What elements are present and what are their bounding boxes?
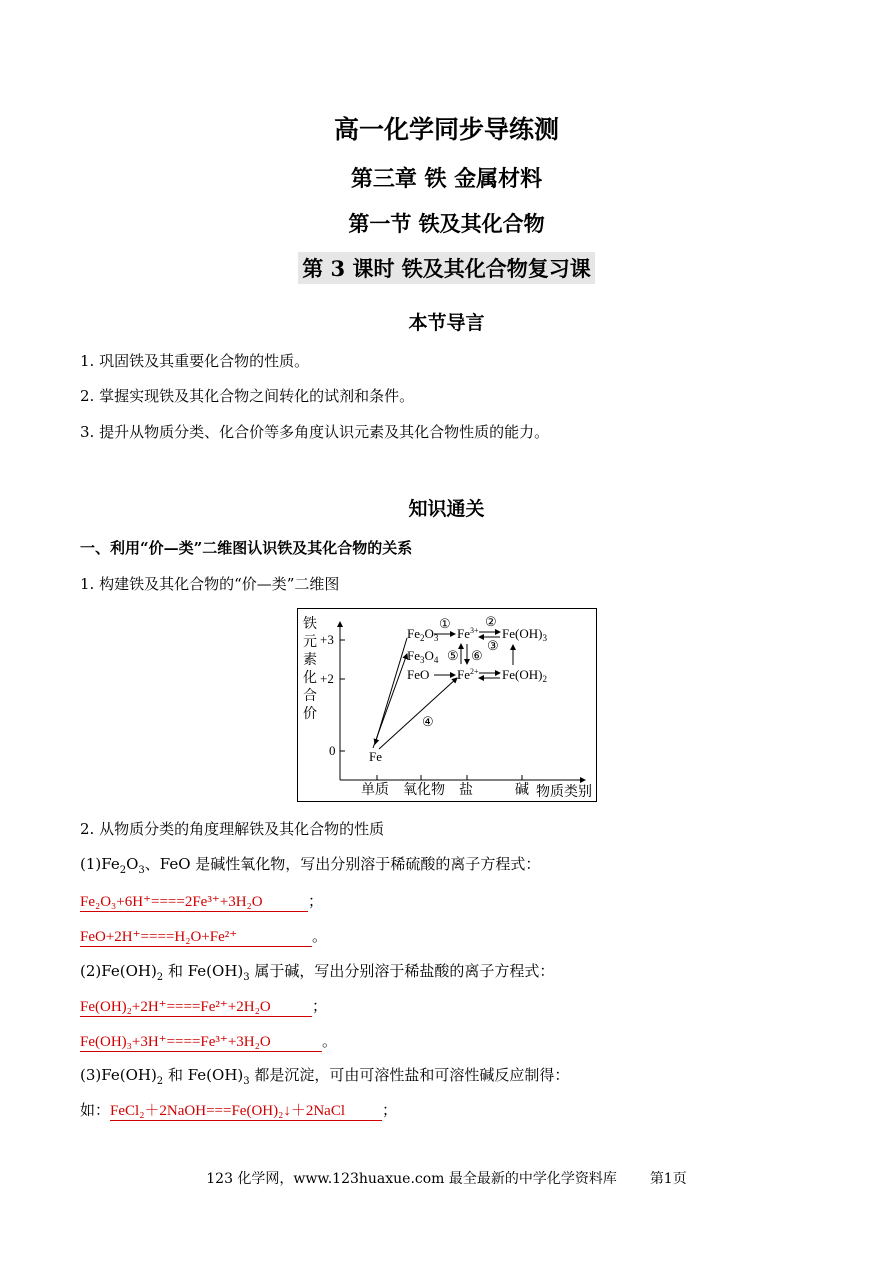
node-feoh3: $Fe(OH)_3$ [502, 626, 547, 643]
lesson-title: 第 3 课时 铁及其化合物复习课 [298, 252, 595, 284]
xlabel: 物质类别 [536, 785, 592, 800]
ylabel-char-5: 合 [303, 689, 317, 704]
xtick-base: 碱 [515, 783, 529, 798]
guide-item-3: 3. 提升从物质分类、化合价等多角度认识元素及其化合物性质的能力。 [80, 423, 550, 441]
guide-item-2: 2. 掌握实现铁及其化合物之间转化的试剂和条件。 [80, 387, 415, 405]
arrow-fe-fe2plus [379, 678, 457, 749]
q2-answer-2: Fe(OH)₃+3H⁺====Fe³⁺+3H₂O 。 [80, 1032, 338, 1050]
node-fe3plus: $Fe^{3+}$ [457, 626, 479, 641]
section-title: 第一节 铁及其化合物 [348, 211, 545, 236]
page-footer [0, 1168, 893, 1188]
q2-answer-1: Fe(OH)₂+2H⁺====Fe²⁺+2H₂O ； [80, 997, 328, 1015]
q1-answer-1: Fe₂O₃+6H⁺====2Fe³⁺+3H₂O ； [80, 892, 324, 910]
footer-text: 123 化学网，www.123huaxue.com 最全最新的中学化学资料库 [206, 1171, 617, 1187]
node-fe3o4: $Fe_3O_4$ [407, 648, 439, 665]
guide-item-1: 1. 巩固铁及其重要化合物的性质。 [80, 352, 310, 370]
diagram-frame [298, 609, 597, 802]
sub2-heading: 2. 从物质分类的角度理解铁及其化合物的性质 [80, 820, 385, 838]
footer-page: 第1页 [649, 1171, 687, 1187]
doc-title: 高一化学同步导练测 [333, 115, 559, 144]
q3-prompt: $(3)Fe(OH)_2$ 和 $Fe(OH)_3$ 都是沉淀，可由可溶性盐和可溶性碱反应制得： [80, 1066, 570, 1087]
xtick-element: 单质 [361, 783, 389, 798]
q3-answer-1: 如：FeCl₂＋2NaOH===Fe(OH)₂↓＋2NaCl ； [80, 1101, 398, 1119]
ylabel-char-3: 素 [303, 653, 317, 668]
xtick-oxide: 氧化物 [403, 783, 445, 798]
guide-heading: 本节导言 [408, 312, 485, 334]
mark-5: ⑤ [447, 648, 459, 663]
ytick-plus3: +3 [320, 632, 334, 647]
part1-heading: 一、利用“价—类”二维图认识铁及其化合物的关系 [80, 539, 413, 557]
node-feo: FeO [407, 667, 430, 682]
node-feoh2: $Fe(OH)_2$ [502, 667, 547, 684]
mark-3: ③ [487, 638, 499, 653]
sub1-heading: 1. 构建铁及其化合物的“价—类”二维图 [80, 575, 340, 593]
node-fe2o3: $Fe_2O_3$ [407, 626, 439, 643]
node-fe2plus: $Fe^{2+}$ [457, 667, 479, 682]
mark-6: ⑥ [471, 648, 483, 663]
ytick-zero: 0 [329, 743, 336, 758]
ylabel-char-1: 铁 [303, 617, 317, 632]
lesson-title-wrap [0, 252, 893, 284]
mark-1: ① [439, 616, 451, 631]
mark-2: ② [485, 614, 497, 629]
knowledge-heading: 知识通关 [408, 498, 485, 520]
valence-class-diagram [297, 608, 597, 802]
q1-answer-2: FeO+2H⁺====H₂O+Fe²⁺ 。 [80, 927, 328, 945]
ylabel-char-2: 元 [303, 635, 317, 650]
q1-prompt: $(1)Fe_2O_3$、FeO 是碱性氧化物，写出分别溶于稀硫酸的离子方程式： [80, 855, 541, 876]
ylabel-char-4: 化 [303, 671, 317, 686]
mark-4: ④ [422, 714, 434, 729]
ytick-plus2: +2 [320, 671, 334, 686]
node-fe: Fe [369, 749, 382, 764]
chapter-title: 第三章 铁 金属材料 [350, 166, 543, 192]
ylabel-char-6: 价 [303, 707, 317, 722]
q2-prompt: $(2)Fe(OH)_2$ 和 $Fe(OH)_3$ 属于碱，写出分别溶于稀盐酸的离子方程式： [80, 962, 555, 983]
xtick-salt: 盐 [459, 783, 473, 798]
